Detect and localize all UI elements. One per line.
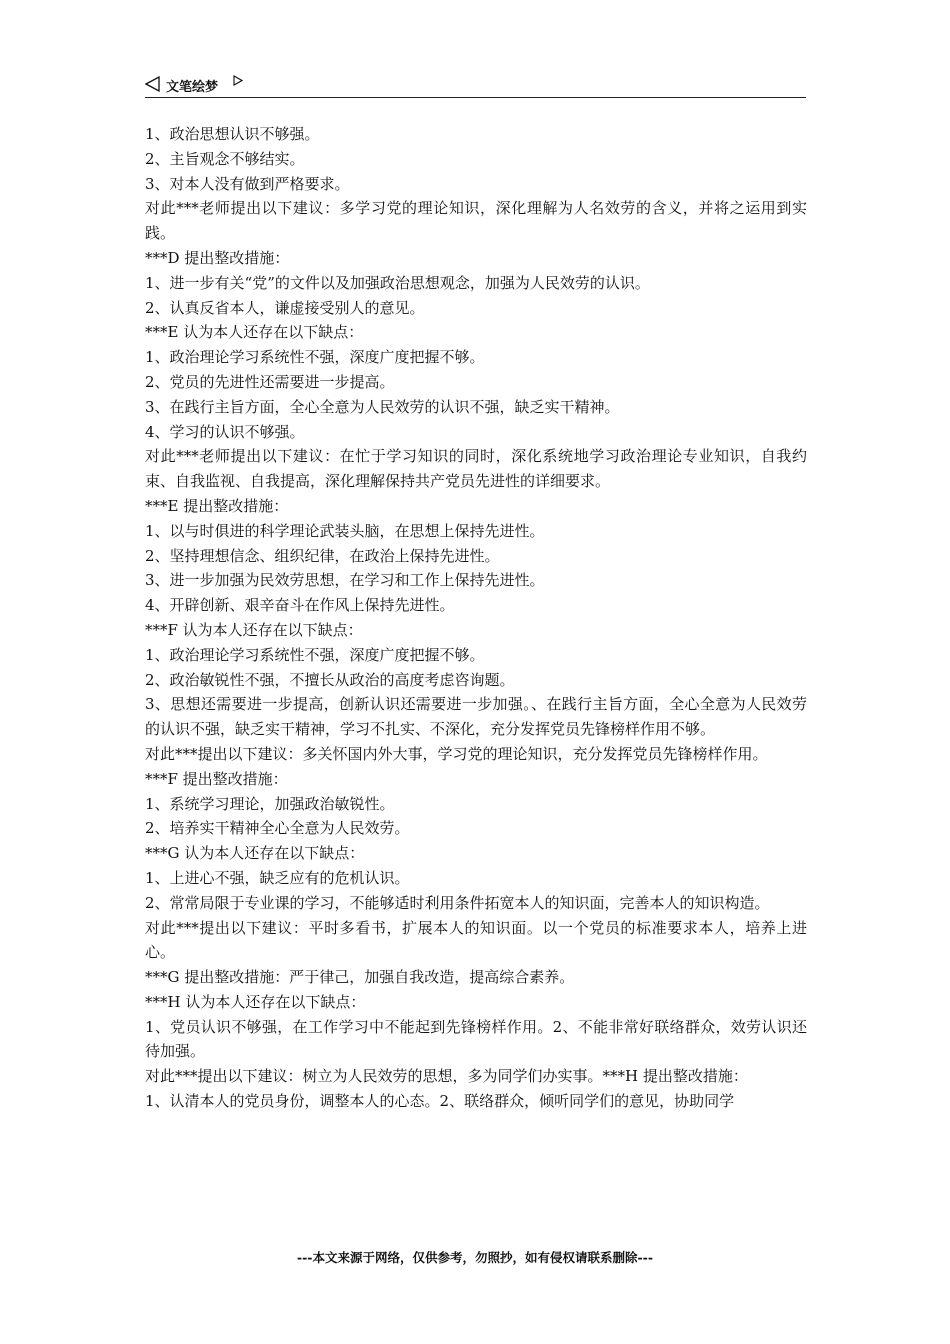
- paragraph: 对此***老师提出以下建议：多学习党的理论知识，深化理解为人名效劳的含义，并将之运用到实践。: [145, 199, 807, 243]
- paragraph: ***D 提出整改措施：: [145, 248, 290, 267]
- paragraph: 2、常常局限于专业课的学习，不能够适时利用条件拓宽本人的知识面，完善本人的知识构造。: [145, 893, 770, 912]
- paragraph: 2、坚持理想信念、组织纪律，在政治上保持先进性。: [145, 546, 500, 565]
- paragraph: ***F 认为本人还存在以下缺点：: [145, 620, 363, 639]
- paragraph: 1、政治理论学习系统性不强，深度广度把握不够。: [145, 348, 485, 367]
- paragraph: 1、政治理论学习系统性不强，深度广度把握不够。: [145, 645, 485, 664]
- paragraph: ***F 提出整改措施：: [145, 769, 288, 788]
- paragraph: 2、主旨观念不够结实。: [145, 149, 305, 168]
- paragraph: 对此***提出以下建议：树立为人民效劳的思想，多为同学们办实事。***H 提出整改措施：: [145, 1067, 748, 1086]
- triangle-left-icon: [145, 76, 161, 92]
- paragraph: ***E 提出整改措施：: [145, 496, 289, 515]
- footer-disclaimer: ---本文来源于网络，仅供参考，勿照抄，如有侵权请联系删除---: [296, 1250, 654, 1265]
- paragraph: ***E 认为本人还存在以下缺点：: [145, 323, 364, 342]
- paragraph: 3、对本人没有做到严格要求。: [145, 174, 350, 193]
- paragraph: 对此***老师提出以下建议：在忙于学习知识的同时，深化系统地学习政治理论专业知识，自我约束、自我监视、自我提高，深化理解保持共产党员先进性的详细要求。: [145, 447, 807, 491]
- paragraph: 对此***提出以下建议：多关怀国内外大事，学习党的理论知识，充分发挥党员先锋榜样作用。: [145, 744, 768, 763]
- paragraph: 1、系统学习理论，加强政治敏锐性。: [145, 794, 395, 813]
- paragraph: 1、认清本人的党员身份，调整本人的心态。2、联络群众，倾听同学们的意见，协助同学: [145, 1092, 735, 1111]
- paragraph: 3、进一步加强为民效劳思想，在学习和工作上保持先进性。: [145, 571, 545, 590]
- paragraph: 4、开辟创新、艰辛奋斗在作风上保持先进性。: [145, 596, 455, 615]
- paragraph: ***H 认为本人还存在以下缺点：: [145, 992, 366, 1011]
- paragraph: 4、学习的认识不够强。: [145, 422, 305, 441]
- paragraph: 2、党员的先进性还需要进一步提高。: [145, 372, 395, 391]
- paragraph: 1、党员认识不够强，在工作学习中不能起到先锋榜样作用。2、不能非常好联络群众，效劳认识还待加强。: [145, 1017, 807, 1061]
- page-header: [145, 73, 806, 98]
- header-brand: 文笔绘梦: [166, 80, 219, 95]
- paragraph: 对此***提出以下建议：平时多看书，扩展本人的知识面。以一个党员的标准要求本人，培养上进心。: [145, 918, 807, 962]
- paragraph: 1、政治思想认识不够强。: [145, 125, 320, 143]
- document-body: [145, 122, 807, 1114]
- paragraph: 2、培养实干精神全心全意为人民效劳。: [145, 819, 410, 838]
- paragraph: 1、上进心不强，缺乏应有的危机认识。: [145, 868, 410, 887]
- paragraph: 2、政治敏锐性不强，不擅长从政治的高度考虑咨询题。: [145, 670, 515, 689]
- paragraph: 3、思想还需要进一步提高，创新认识还需要进一步加强。、在践行主旨方面，全心全意为人民效劳的认识不强，缺乏实干精神，学习不扎实、不深化，充分发挥党员先锋榜样作用不够。: [145, 695, 807, 739]
- paragraph: 1、以与时俱进的科学理论武装头脑，在思想上保持先进性。: [145, 521, 545, 540]
- triangle-right-icon: [233, 75, 243, 86]
- paragraph: ***G 认为本人还存在以下缺点：: [145, 844, 365, 863]
- paragraph: 2、认真反省本人，谦虚接受别人的意见。: [145, 298, 425, 317]
- paragraph: 1、进一步有关“党”的文件以及加强政治思想观念，加强为人民效劳的认识。: [145, 273, 650, 292]
- paragraph: ***G 提出整改措施：严于律己，加强自我改造，提高综合素养。: [145, 968, 575, 987]
- paragraph: 3、在践行主旨方面，全心全意为人民效劳的认识不强，缺乏实干精神。: [145, 397, 620, 416]
